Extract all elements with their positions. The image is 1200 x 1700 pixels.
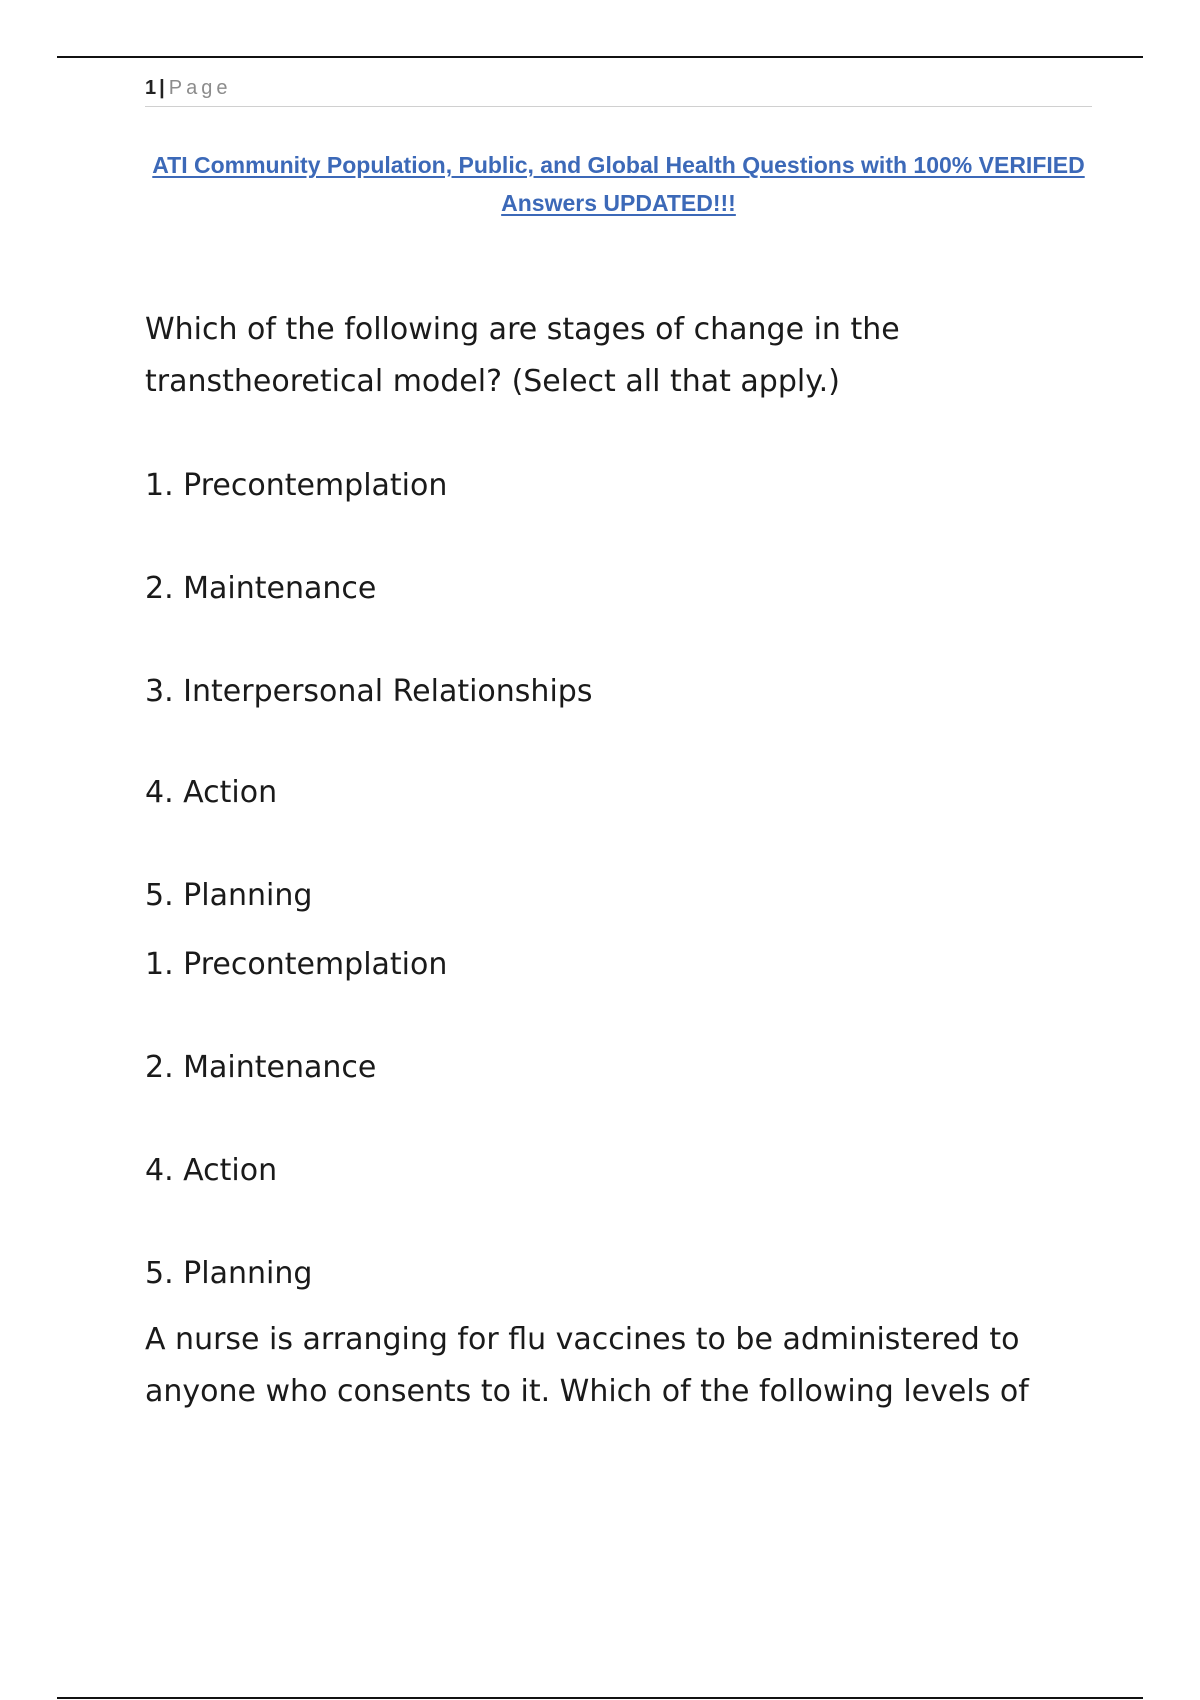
question-1-answer: 1. Precontemplation xyxy=(145,947,448,982)
bottom-rule xyxy=(57,1697,1143,1699)
question-1-answer: 5. Planning xyxy=(145,1256,313,1291)
question-1-option: 4. Action xyxy=(145,775,278,810)
page-header xyxy=(145,74,1092,107)
question-1-answer: 4. Action xyxy=(145,1153,278,1188)
page-label: Page xyxy=(168,77,232,99)
question-1-option: 1. Precontemplation xyxy=(145,468,448,503)
question-1-option: 3. Interpersonal Relationships xyxy=(145,674,593,709)
question-1-option: 5. Planning xyxy=(145,878,313,913)
document-title: ATI Community Population, Public, and Global Health Questions with 100% VERIFIED Answers UPDATED!!! xyxy=(152,152,1085,216)
page-separator: | xyxy=(159,77,165,99)
top-rule xyxy=(57,56,1143,58)
question-2-text: A nurse is arranging for flu vaccines to be administered to anyone who consents to it. Which of the following levels of xyxy=(145,1322,1029,1409)
question-1-option: 2. Maintenance xyxy=(145,571,377,606)
question-1-text: Which of the following are stages of change in the transtheoretical model? (Select all that apply.) xyxy=(145,312,900,399)
question-1-answer: 2. Maintenance xyxy=(145,1050,377,1085)
page-number: 1 xyxy=(145,77,157,99)
